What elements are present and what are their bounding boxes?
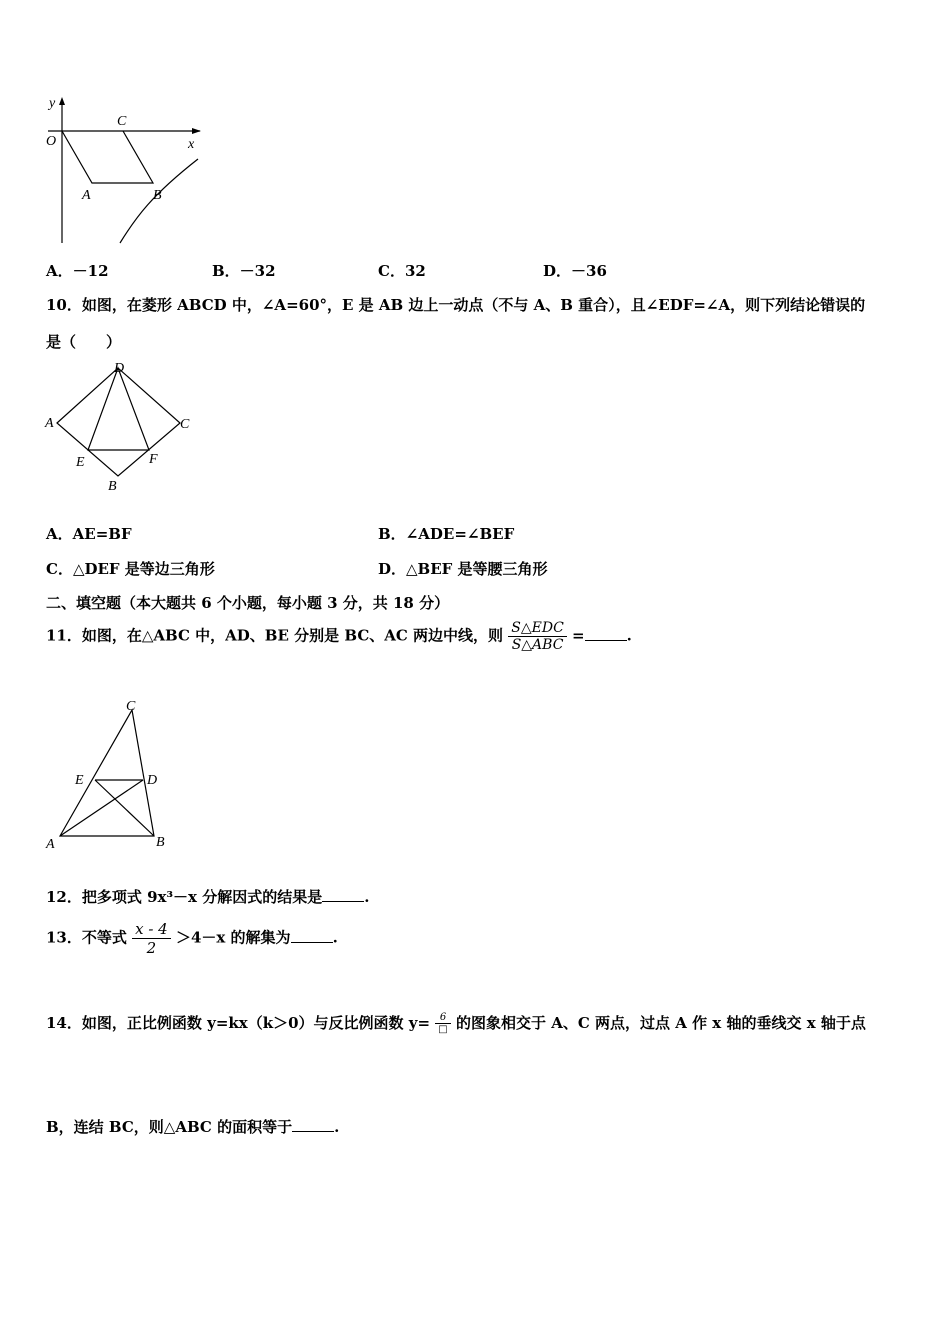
label-a: A bbox=[82, 188, 91, 203]
label-d: D bbox=[147, 773, 158, 788]
q14-fraction bbox=[435, 1012, 450, 1035]
triangle-def bbox=[88, 368, 149, 450]
label-b: B bbox=[108, 479, 117, 494]
q12 bbox=[46, 887, 369, 906]
label-a: A bbox=[46, 837, 55, 852]
q10-stem-line2: 是（ ） bbox=[46, 333, 122, 351]
q12-text: 12．把多项式 9x³－x 分解因式的结果是 bbox=[46, 888, 323, 906]
q14-text-b: 的图象相交于 A、C 两点，过点 A 作 x 轴的垂线交 x 轴于点 bbox=[455, 1014, 866, 1032]
label-x: x bbox=[188, 137, 195, 152]
label-e: E bbox=[76, 455, 85, 470]
q13 bbox=[46, 920, 338, 957]
label-c: C bbox=[117, 114, 127, 129]
q10-option-d: D．△BEF 是等腰三角形 bbox=[378, 560, 548, 578]
q10-option-c: C．△DEF 是等边三角形 bbox=[46, 560, 215, 578]
q13-answer-blank bbox=[291, 928, 333, 943]
q13-prefix: 13．不等式 bbox=[46, 928, 127, 947]
label-y: y bbox=[49, 96, 56, 111]
q9-option-d: D．－36 bbox=[543, 262, 607, 280]
q11-fraction-numerator: S△EDC bbox=[511, 620, 564, 636]
q13-fraction-numerator: x - 4 bbox=[135, 920, 168, 938]
q14-answer-blank bbox=[292, 1117, 334, 1132]
label-c: C bbox=[126, 699, 136, 714]
q10-option-a: A．AE=BF bbox=[46, 525, 132, 543]
q11-stem-text: 11．如图，在△ABC 中，AD、BE 分别是 BC、AC 两边中线，则 bbox=[46, 626, 504, 645]
section-title: 二、填空题（本大题共 6 个小题，每小题 3 分，共 18 分） bbox=[46, 594, 450, 612]
q13-fraction-denominator: 2 bbox=[132, 938, 171, 957]
q10-option-b: B．∠ADE=∠BEF bbox=[378, 525, 515, 543]
q11-stem bbox=[46, 620, 632, 653]
q9-option-c: C．32 bbox=[378, 262, 426, 280]
q14-fraction-denominator: □ bbox=[435, 1023, 450, 1035]
q9-option-a: A．－12 bbox=[46, 262, 109, 280]
q13-suffix: ＞4－x 的解集为 bbox=[175, 928, 291, 947]
q13-end: . bbox=[332, 928, 338, 947]
q14-text-a: 14．如图，正比例函数 y=kx（k＞0）与反比例函数 y= bbox=[46, 1014, 431, 1032]
label-b: B bbox=[153, 188, 162, 203]
x-axis-arrow bbox=[192, 128, 201, 134]
q11-end: . bbox=[626, 626, 632, 645]
q12-end: . bbox=[364, 888, 370, 906]
y-axis-arrow bbox=[59, 97, 65, 105]
q14-line2 bbox=[46, 1117, 339, 1136]
q9-option-b: B．－32 bbox=[212, 262, 276, 280]
q11-answer-blank bbox=[585, 626, 627, 641]
q11-equals: = bbox=[572, 626, 585, 645]
q11-fraction bbox=[508, 620, 567, 653]
label-a: A bbox=[45, 416, 54, 431]
median-ad bbox=[60, 780, 143, 836]
label-c: C bbox=[180, 417, 190, 432]
q14-line1 bbox=[46, 1012, 866, 1035]
q14-line2-text: B，连结 BC，则△ABC 的面积等于 bbox=[46, 1118, 293, 1136]
label-o: O bbox=[46, 134, 57, 149]
label-b: B bbox=[156, 835, 165, 850]
q10-stem-line1: 10．如图，在菱形 ABCD 中，∠A=60°，E 是 AB 边上一动点（不与 A、B 重合），且∠EDF=∠A，则下列结论错误的 bbox=[46, 296, 866, 314]
q14-fraction-numerator: 6 bbox=[439, 1012, 447, 1023]
q10-figure bbox=[42, 358, 197, 496]
label-f: F bbox=[149, 452, 158, 467]
q11-fraction-denominator: S△ABC bbox=[508, 636, 567, 653]
q9-figure bbox=[40, 95, 205, 247]
q14-end: . bbox=[334, 1118, 340, 1136]
label-e: E bbox=[75, 773, 84, 788]
q13-fraction bbox=[132, 920, 171, 957]
parallelogram-oabc bbox=[62, 131, 153, 183]
q11-figure bbox=[42, 694, 177, 854]
label-d: D bbox=[114, 361, 125, 376]
q12-answer-blank bbox=[322, 887, 364, 902]
